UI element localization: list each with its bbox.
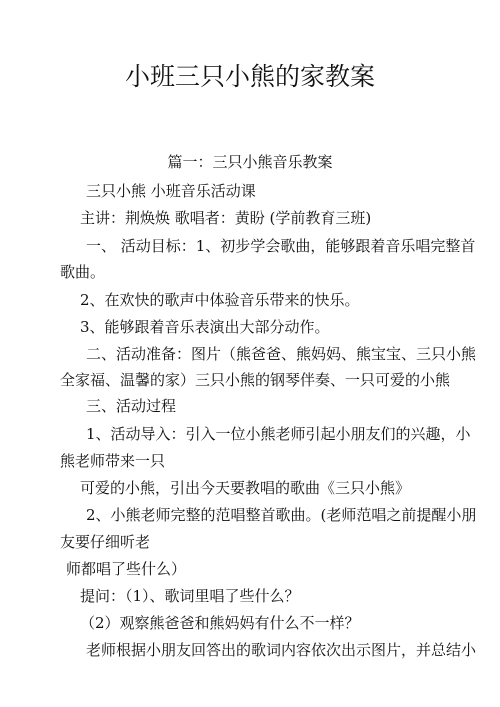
text-line: 全家福、温馨的家）三只小熊的钢琴伴奏、一只可爱的小熊 [60, 371, 451, 389]
text-line: 友要仔细听老 [60, 533, 151, 551]
text-line: 主讲：荆焕焕 歌唱者：黄盼 (学前教育三班) [80, 209, 372, 227]
text-line: 熊老师带来一只 [60, 452, 166, 470]
text-line: 可爱的小熊，引出今天要教唱的歌曲《三只小熊》 [80, 479, 411, 497]
text-line: 二、活动准备：图片（熊爸爸、熊妈妈、熊宝宝、三只小熊 [86, 345, 477, 363]
text-line: 师都唱了些什么） [66, 560, 187, 578]
text-line: 2、在欢快的歌声中体验音乐带来的快乐。 [80, 291, 360, 309]
document-title: 小班三只小熊的家教案 [124, 62, 375, 91]
section-heading: 篇一：三只小熊音乐教案 [167, 153, 333, 171]
text-line: （2）观察熊爸爸和熊妈妈有什么不一样？ [80, 614, 360, 632]
text-line: 提问：（1）、歌词里唱了些什么？ [80, 587, 300, 605]
text-line: 歌曲。 [60, 263, 106, 281]
text-line: 1、活动导入：引入一位小熊老师引起小朋友们的兴趣，小 [86, 425, 471, 443]
text-line: 2、小熊老师完整的范唱整首歌曲。(老师范唱之前提醒小朋 [86, 506, 477, 524]
text-line: 三只小熊 小班音乐活动课 [86, 182, 256, 200]
text-line: 3、能够跟着音乐表演出大部分动作。 [80, 318, 330, 336]
text-line: 一、 活动目标：1、初步学会歌曲，能够跟着音乐唱完整首 [86, 237, 476, 255]
text-line: 三、活动过程 [86, 397, 177, 415]
text-line: 老师根据小朋友回答出的歌词内容依次出示图片，并总结小 [86, 641, 477, 659]
